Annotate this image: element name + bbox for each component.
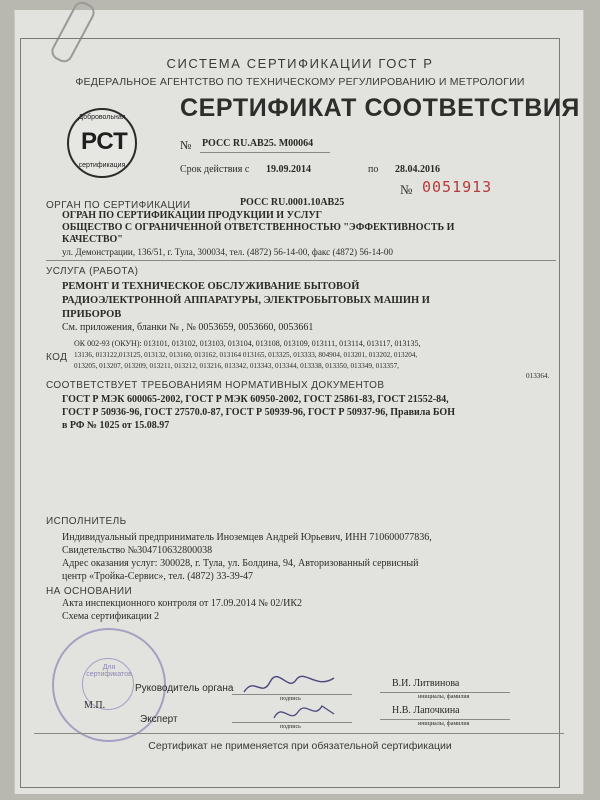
compliance-section-label: СООТВЕТСТВУЕТ ТРЕБОВАНИЯМ НОРМАТИВНЫХ ДОКУМЕНТОВ	[46, 380, 385, 391]
seal-mark: М.П.	[84, 700, 106, 711]
expert-sign-caption: подпись	[280, 724, 301, 730]
service-section-label: УСЛУГА (РАБОТА)	[46, 266, 139, 277]
compliance-line-3: в РФ № 1025 от 15.08.97	[62, 420, 170, 431]
certification-scheme: Схема сертификации 2	[62, 611, 160, 622]
expert-signature-line	[232, 722, 352, 723]
logo-bottom-text: сертификация	[78, 162, 126, 169]
cert-number: РОСС RU.АВ25. М00064	[202, 138, 314, 149]
expert-name-line	[380, 719, 510, 720]
expert-name: Н.В. Лапочкина	[392, 705, 460, 716]
agency-title: ФЕДЕРАЛЬНОЕ АГЕНТСТВО ПО ТЕХНИЧЕСКОМУ РЕГУЛИРОВАНИЮ И МЕТРОЛОГИИ	[75, 76, 525, 88]
organ-reg-number: РОСС RU.0001.10АВ25	[240, 197, 345, 208]
service-line-3: ПРИБОРОВ	[62, 309, 122, 320]
valid-to-label: по	[368, 164, 379, 175]
service-line-2: РАДИОЭЛЕКТРОННОЙ АППАРАТУРЫ, ЭЛЕКТРОБЫТОВЫХ МАШИН И	[62, 295, 430, 306]
rst-logo	[67, 108, 137, 178]
compliance-line-2: ГОСТ Р 50936-96, ГОСТ 27570.0-87, ГОСТ Р 50939-96, ГОСТ Р 50937-96, Правила БОН	[62, 407, 455, 418]
code-line-3: 013205, 013207, 013209, 013211, 013212, 013216, 013342, 013343, 013344, 013338, 013350, 013349, 013357,	[74, 362, 399, 370]
organ-line-2: ОБЩЕСТВО С ОГРАНИЧЕННОЙ ОТВЕТСТВЕННОСТЬЮ "ЭФФЕКТИВНОСТЬ И	[62, 222, 455, 233]
service-annex: См. приложения, бланки № , № 0053659, 0053660, 0053661	[62, 322, 314, 333]
valid-from: 19.09.2014	[266, 164, 311, 175]
head-label: Руководитель органа	[135, 683, 234, 694]
system-title: СИСТЕМА СЕРТИФИКАЦИИ ГОСТ Р	[166, 56, 434, 71]
expert-label: Эксперт	[140, 714, 178, 725]
head-name-caption: инициалы, фамилия	[418, 694, 470, 700]
organ-line-1: ОГРАН ПО СЕРТИФИКАЦИИ ПРОДУКЦИИ И УСЛУГ	[62, 210, 323, 221]
basis-line-1: Акта инспекционного контроля от 17.09.2014 № 02/ИК2	[62, 598, 303, 609]
organ-section-label: ОРГАН ПО СЕРТИФИКАЦИИ	[46, 200, 191, 211]
footer-note: Сертификат не применяется при обязательной сертификации	[148, 740, 452, 752]
service-line-1: РЕМОНТ И ТЕХНИЧЕСКОЕ ОБСЛУЖИВАНИЕ БЫТОВОЙ	[62, 281, 360, 292]
executor-line-1: Индивидуальный предприниматель Иноземцев Андрей Юрьевич, ИНН 710600077836,	[62, 532, 432, 543]
organ-line-3: КАЧЕСТВО"	[62, 234, 123, 245]
compliance-line-1: ГОСТ Р МЭК 600065-2002, ГОСТ Р МЭК 60950-2002, ГОСТ 25861-83, ГОСТ 21552-84,	[62, 394, 449, 405]
footer-rule	[34, 733, 564, 734]
code-line-1: ОК 002-93 (ОКУН): 013101, 013102, 013103, 013104, 013108, 013109, 013111, 013114, 013117, 013135,	[74, 339, 421, 348]
expert-name-caption: инициалы, фамилия	[418, 721, 470, 727]
document-title: СЕРТИФИКАТ СООТВЕТСТВИЯ	[180, 94, 580, 122]
logo-mark: РСТ	[81, 128, 128, 155]
organ-address: ул. Демонстрации, 136/51, г. Тула, 300034, тел. (4872) 56-14-00, факс (4872) 56-14-00	[62, 247, 394, 257]
cert-number-prefix: №	[180, 138, 192, 152]
blank-serial-number: 0051913	[422, 178, 493, 196]
code-line-2: 13136, 013122,013125, 013132, 013160, 013162, 013164 013165, 013325, 013333, 804904, 013201, 013202, 013204,	[74, 351, 418, 359]
logo-top-text: Добровольная	[78, 114, 126, 121]
head-name-line	[380, 692, 510, 693]
head-sign-caption: подпись	[280, 696, 301, 702]
basis-section-label: НА ОСНОВАНИИ	[46, 586, 133, 597]
head-name: В.И. Литвинова	[392, 678, 460, 689]
executor-section-label: ИСПОЛНИТЕЛЬ	[46, 516, 127, 527]
code-label: КОД	[46, 352, 68, 363]
executor-line-3: Адрес оказания услуг: 300028, г. Тула, ул. Болдина, 94, Авторизованный сервисный	[62, 558, 419, 569]
cert-number-line	[200, 152, 330, 153]
blank-number-prefix: №	[400, 182, 413, 197]
organ-rule	[46, 260, 556, 261]
executor-line-2: Свидетельство №304710632800038	[62, 545, 213, 556]
code-line-4: 013364.	[526, 372, 550, 380]
validity-label: Срок действия с	[180, 164, 250, 175]
valid-to: 28.04.2016	[395, 164, 440, 175]
stamp-text: Для сертификатов	[86, 664, 132, 678]
head-signature-line	[232, 694, 352, 695]
executor-line-4: центр «Тройка-Сервис», тел. (4872) 33-39-47	[62, 571, 254, 582]
